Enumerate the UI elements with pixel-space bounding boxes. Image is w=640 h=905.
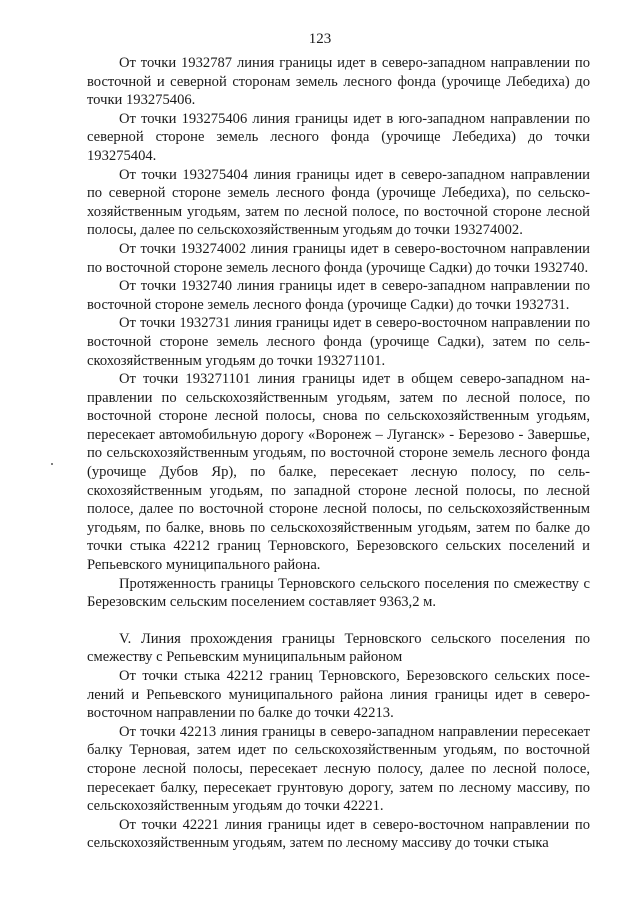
paragraph-point-193271101: От точки 193271101 линия границы идет в общем северо-западном направлении по сельскохозяйственным угодьям, затем по лесной полосе, по восточной стороне лесной полосы, снова по сельскохозяйственным угодьям, пересекает автомобильную дорогу «Воронеж – Луганск» - Березово - Завершье, по сельскохозяйственным угодьям, по восточной стороне земель лесного фонда (урочище Дубов Яр), по балке, пересекает лесную полосу, по сельскохозяйственным угодьям, по западной стороне лесной полосы, по лесной полосе, далее по восточной стороне лесной полосы, по сельскохозяйственным угодьям, по балке, вновь по сельскохозяйственным угодьям, затем по балке до точки стыка 42212 границ Терновского, Березовского сельских поселений и Репьевского муниципального района. [87,371,590,574]
paragraph-point-193274002: От точки 193274002 линия границы идет в северо-восточном направлении по восточной стороне земель лесного фонда (урочище Садки) до точки 1932740. [87,240,590,276]
paragraph-boundary-length: Протяженность границы Терновского сельского поселения по смежеству с Березовским сельским поселением составляет 9363,2 м. [87,575,590,611]
paragraph-point-193275406: От точки 193275406 линия границы идет в юго-западном направлении по северной стороне земель лесного фонда (урочище Лебедиха) до точки 193275404. [87,110,590,164]
paragraph-point-193275404: От точки 193275404 линия границы идет в северо-западном направлении по северной стороне земель лесного фонда (урочище Лебедиха), по сельскохозяйственным угодьям, затем по лесной полосе, по восточной стороне лесной полосы, далее по сельскохозяйственным угодьям до точки 193274002. [87,166,590,239]
paragraph-point-1932731: От точки 1932731 линия границы идет в северо-восточном направлении по восточной стороне земель лесного фонда (урочище Садки), затем по сельскохозяйственным угодьям до точки 193271101. [87,315,590,369]
paragraph-point-1932787: От точки 1932787 линия границы идет в северо-западном направлении по восточной и северной сторонам земель лесного фонда (урочище Лебедиха) до точки 193275406. [87,55,590,109]
paragraph-point-42221: От точки 42221 линия границы идет в северо-восточном направлении по сельскохозяйственным угодьям, затем по лесному массиву до точки стыка [87,816,590,852]
section-heading-v: V. Линия прохождения границы Терновского сельского поселения по смежеству с Репьевским муниципальным районом [87,630,590,666]
paragraph-point-42213: От точки 42213 линия границы в северо-западном направлении пересекает балку Терновая, затем идет по сельскохозяйственным угодьям, по восточной стороне лесной полосы, пересекает лесную полосу, далее по лесной полосе, пересекает балку, пересекает грунтовую дорогу, затем по лесному массиву, по сельскохозяйственным угодьям до точки 42221. [87,723,590,815]
document-body [87,54,590,853]
page-number: 123 [308,31,332,47]
paragraph-point-42212: От точки стыка 42212 границ Терновского, Березовского сельских поселений и Репьевского муниципального района линия границы идет в северо-восточном направлении по балке до точки 42213. [87,668,590,722]
paragraph-point-1932740: От точки 1932740 линия границы идет в северо-западном направлении по восточной стороне земель лесного фонда (урочище Садки) до точки 1932731. [87,278,590,313]
scan-artifact-dot [51,463,53,465]
